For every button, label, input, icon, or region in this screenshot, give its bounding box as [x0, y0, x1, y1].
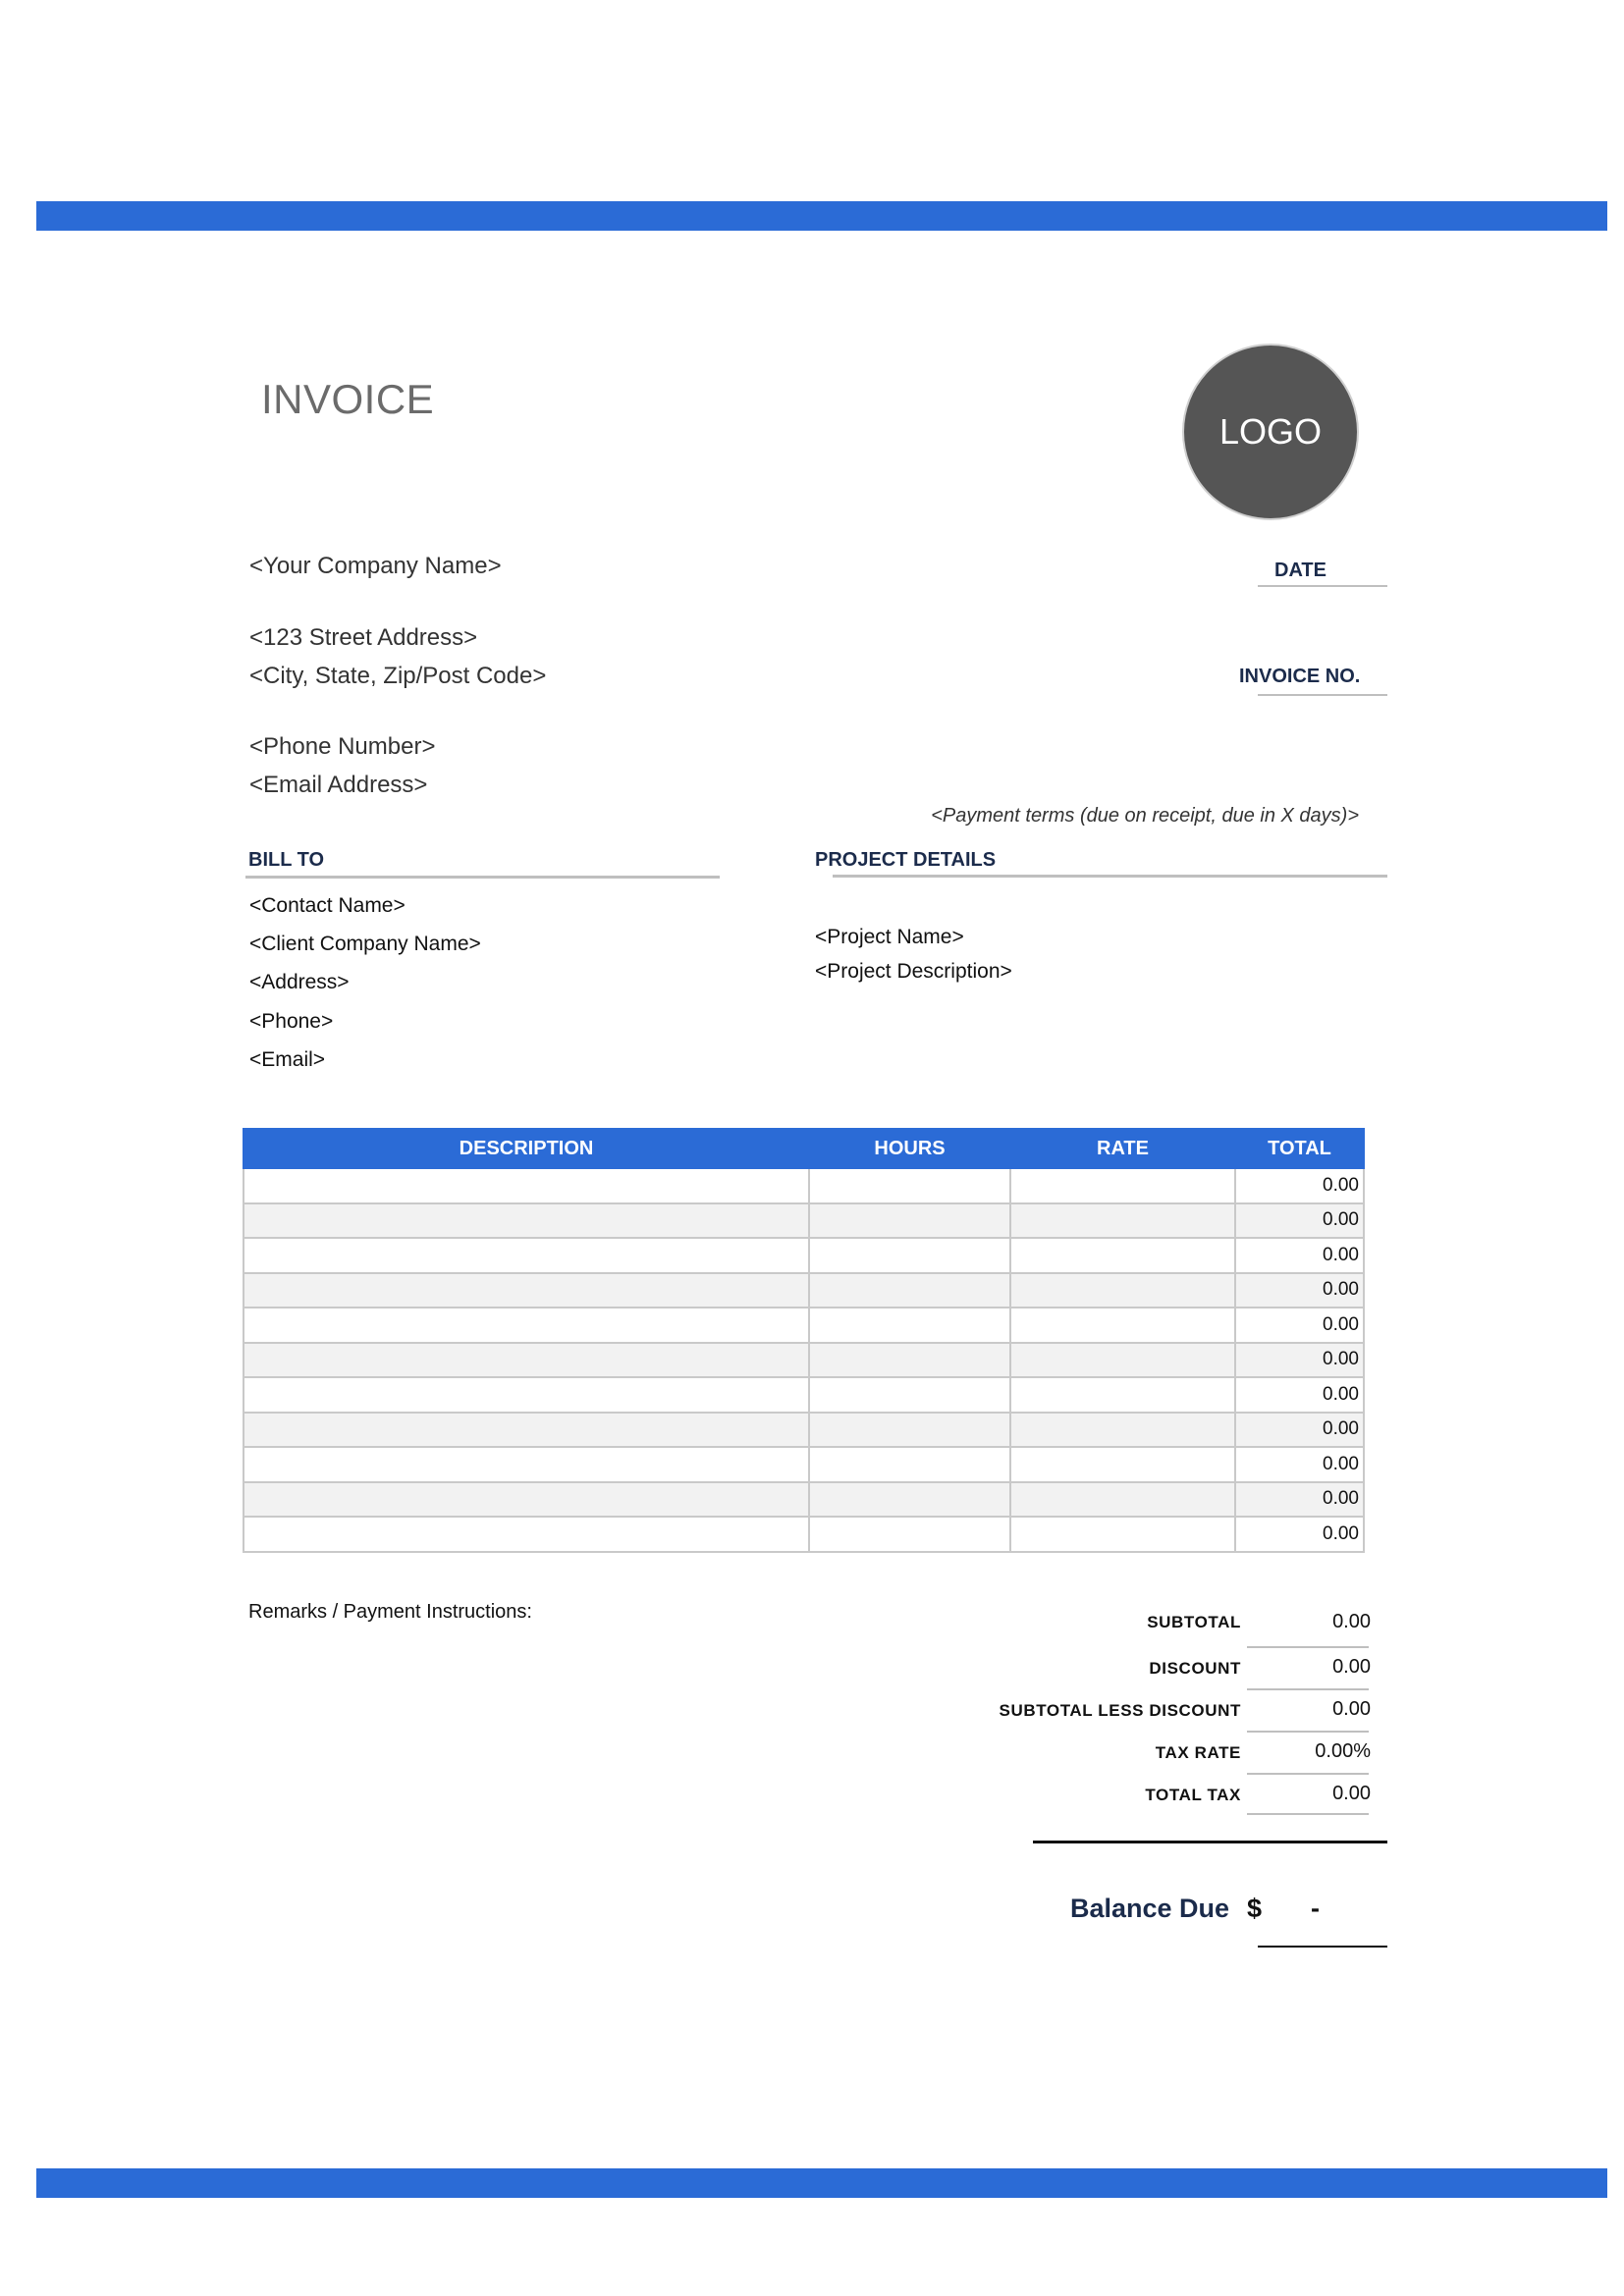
- description-cell[interactable]: [244, 1343, 809, 1378]
- description-cell[interactable]: [244, 1203, 809, 1239]
- description-cell[interactable]: [244, 1482, 809, 1518]
- total-cell: 0.00: [1235, 1482, 1364, 1518]
- hours-cell[interactable]: [809, 1308, 1010, 1343]
- invoice-number-field[interactable]: [1258, 694, 1387, 696]
- tax-rate-label: TAX RATE: [1155, 1743, 1241, 1762]
- total-tax-divider: [1247, 1813, 1369, 1815]
- subtotal-less-discount-divider: [1247, 1731, 1369, 1733]
- table-row: [244, 1413, 1364, 1448]
- table-row: [244, 1203, 1364, 1239]
- company-name: <Your Company Name>: [249, 553, 502, 579]
- balance-due-currency: $: [1247, 1894, 1263, 1923]
- subtotal-divider: [1247, 1646, 1369, 1648]
- table-row: [244, 1377, 1364, 1413]
- table-row: [244, 1447, 1364, 1482]
- subtotal-less-discount-value: 0.00: [1332, 1698, 1371, 1720]
- bill-to-address: <Address>: [249, 971, 350, 993]
- company-email: <Email Address>: [249, 772, 428, 798]
- column-header-rate: RATE: [1010, 1129, 1235, 1168]
- hours-cell[interactable]: [809, 1238, 1010, 1273]
- rate-cell[interactable]: [1010, 1413, 1235, 1448]
- description-cell[interactable]: [244, 1168, 809, 1203]
- date-label: DATE: [1274, 560, 1326, 581]
- logo-text: LOGO: [1218, 411, 1323, 452]
- top-accent-band: [36, 201, 1607, 231]
- description-cell[interactable]: [244, 1413, 809, 1448]
- total-cell: 0.00: [1235, 1377, 1364, 1413]
- total-cell: 0.00: [1235, 1203, 1364, 1239]
- subtotal-value: 0.00: [1332, 1611, 1371, 1632]
- invoice-number-label: INVOICE NO.: [1239, 666, 1361, 687]
- company-phone: <Phone Number>: [249, 733, 436, 760]
- table-row: [244, 1308, 1364, 1343]
- table-row: [244, 1238, 1364, 1273]
- hours-cell[interactable]: [809, 1517, 1010, 1552]
- table-header-row: [244, 1129, 1364, 1168]
- rate-cell[interactable]: [1010, 1517, 1235, 1552]
- discount-label: DISCOUNT: [1149, 1659, 1241, 1678]
- total-cell: 0.00: [1235, 1168, 1364, 1203]
- description-cell[interactable]: [244, 1238, 809, 1273]
- total-cell: 0.00: [1235, 1238, 1364, 1273]
- hours-cell[interactable]: [809, 1447, 1010, 1482]
- total-cell: 0.00: [1235, 1343, 1364, 1378]
- bill-to-phone: <Phone>: [249, 1010, 334, 1033]
- project-details-heading: PROJECT DETAILS: [815, 849, 997, 871]
- subtotal-label: SUBTOTAL: [1147, 1613, 1241, 1631]
- summary-separator: [1033, 1841, 1387, 1843]
- project-details-divider: [833, 875, 1387, 878]
- payment-terms: <Payment terms (due on receipt, due in X days)>: [931, 805, 1359, 827]
- project-name: <Project Name>: [815, 926, 964, 948]
- rate-cell[interactable]: [1010, 1203, 1235, 1239]
- column-header-hours: HOURS: [809, 1129, 1010, 1168]
- line-items-table: [243, 1128, 1365, 1553]
- bill-to-client-company: <Client Company Name>: [249, 933, 481, 955]
- hours-cell[interactable]: [809, 1273, 1010, 1308]
- description-cell[interactable]: [244, 1447, 809, 1482]
- company-city: <City, State, Zip/Post Code>: [249, 663, 547, 689]
- total-tax-label: TOTAL TAX: [1145, 1786, 1241, 1804]
- table-row: [244, 1517, 1364, 1552]
- table-row: [244, 1482, 1364, 1518]
- rate-cell[interactable]: [1010, 1482, 1235, 1518]
- hours-cell[interactable]: [809, 1377, 1010, 1413]
- total-cell: 0.00: [1235, 1308, 1364, 1343]
- total-cell: 0.00: [1235, 1413, 1364, 1448]
- hours-cell[interactable]: [809, 1168, 1010, 1203]
- description-cell[interactable]: [244, 1273, 809, 1308]
- column-header-total: TOTAL: [1235, 1129, 1364, 1168]
- balance-due-label: Balance Due: [1070, 1894, 1230, 1923]
- hours-cell[interactable]: [809, 1343, 1010, 1378]
- description-cell[interactable]: [244, 1377, 809, 1413]
- rate-cell[interactable]: [1010, 1343, 1235, 1378]
- discount-value[interactable]: 0.00: [1332, 1656, 1371, 1678]
- balance-due-value: -: [1311, 1894, 1320, 1923]
- rate-cell[interactable]: [1010, 1238, 1235, 1273]
- tax-rate-value[interactable]: 0.00%: [1315, 1740, 1371, 1762]
- total-cell: 0.00: [1235, 1517, 1364, 1552]
- invoice-title: INVOICE: [261, 376, 435, 422]
- total-cell: 0.00: [1235, 1447, 1364, 1482]
- project-description: <Project Description>: [815, 960, 1012, 983]
- remarks-label: Remarks / Payment Instructions:: [248, 1601, 532, 1623]
- subtotal-less-discount-label: SUBTOTAL LESS DISCOUNT: [999, 1701, 1241, 1720]
- bill-to-heading: BILL TO: [248, 849, 325, 871]
- rate-cell[interactable]: [1010, 1447, 1235, 1482]
- table-row: [244, 1168, 1364, 1203]
- table-row: [244, 1343, 1364, 1378]
- column-header-description: DESCRIPTION: [244, 1129, 809, 1168]
- table-row: [244, 1273, 1364, 1308]
- rate-cell[interactable]: [1010, 1308, 1235, 1343]
- logo-placeholder: [1182, 344, 1359, 520]
- description-cell[interactable]: [244, 1517, 809, 1552]
- total-cell: 0.00: [1235, 1273, 1364, 1308]
- total-tax-value: 0.00: [1332, 1783, 1371, 1804]
- rate-cell[interactable]: [1010, 1377, 1235, 1413]
- bill-to-email: <Email>: [249, 1048, 326, 1071]
- description-cell[interactable]: [244, 1308, 809, 1343]
- discount-divider: [1247, 1688, 1369, 1690]
- bottom-accent-band: [36, 2168, 1607, 2198]
- rate-cell[interactable]: [1010, 1168, 1235, 1203]
- bill-to-contact: <Contact Name>: [249, 894, 406, 917]
- balance-due-underline: [1258, 1946, 1387, 1948]
- hours-cell[interactable]: [809, 1482, 1010, 1518]
- hours-cell[interactable]: [809, 1203, 1010, 1239]
- date-field[interactable]: [1258, 585, 1387, 587]
- company-street: <123 Street Address>: [249, 624, 478, 651]
- rate-cell[interactable]: [1010, 1273, 1235, 1308]
- tax-rate-divider: [1247, 1773, 1369, 1775]
- bill-to-divider: [245, 876, 720, 879]
- hours-cell[interactable]: [809, 1413, 1010, 1448]
